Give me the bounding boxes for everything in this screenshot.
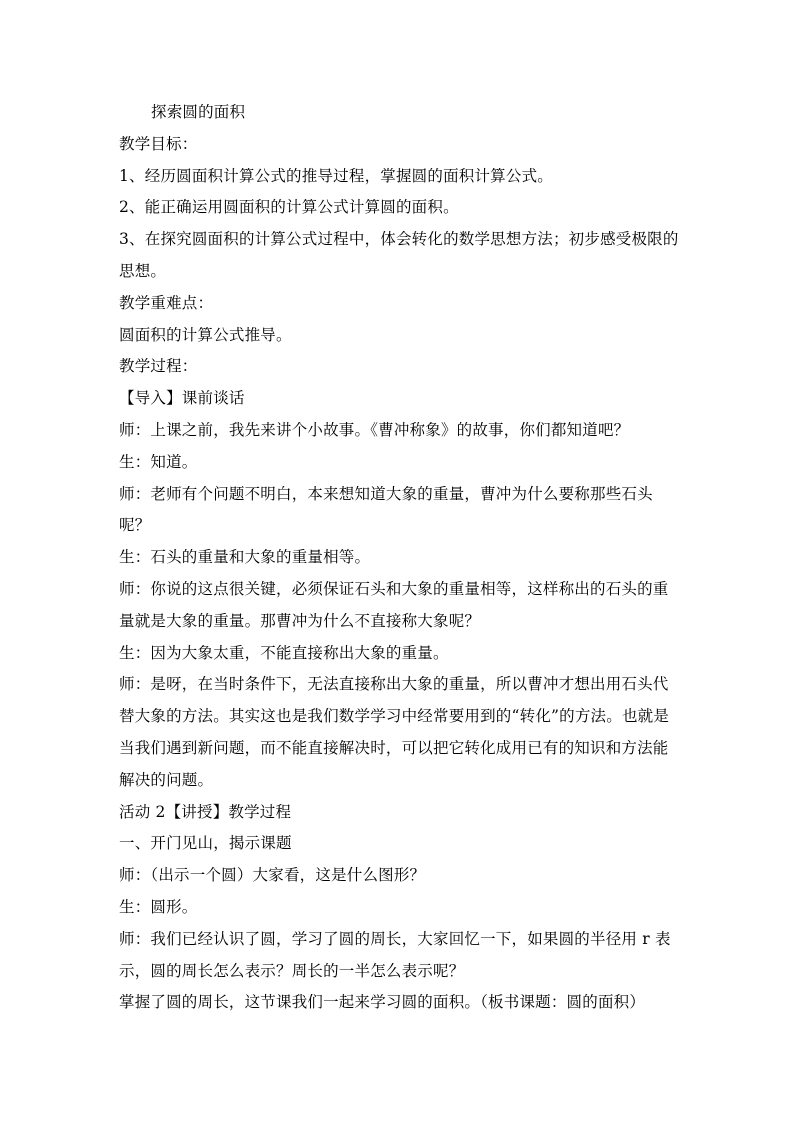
dialogue-line: 师：你说的这点很关键，必须保证石头和大象的重量相等，这样称出的石头的重量就是大象的重量。那曹冲为什么不直接称大象呢？ xyxy=(119,579,669,630)
dialogue-line: 生：石头的重量和大象的重量相等。 xyxy=(119,548,371,567)
objective-1: 1、经历圆面积计算公式的推导过程，掌握圆的面积计算公式。 xyxy=(119,166,553,185)
key-point-text: 圆面积的计算公式推导。 xyxy=(119,325,292,344)
dialogue-line: 师：（出示一个圆）大家看，这是什么图形？ xyxy=(119,866,426,885)
dialogue-line: 生：圆形。 xyxy=(119,897,198,916)
document-body xyxy=(119,97,679,1019)
subsection-heading: 一、开门见山，揭示课题 xyxy=(119,834,292,853)
objective-3: 3、在探究圆面积的计算公式过程中，体会转化的数学思想方法；初步感受极限的思想。 xyxy=(119,230,679,280)
heading-process: 教学过程： xyxy=(119,357,198,376)
document-title: 探索圆的面积 xyxy=(151,103,246,121)
dialogue-line: 师：我们已经认识了圆，学习了圆的周长，大家回忆一下，如果圆的半径用 r 表示，圆的周长怎么表示？周长的一半怎么表示呢？ xyxy=(119,929,671,980)
section-activity-2: 活动 2【讲授】教学过程 xyxy=(119,802,292,821)
closing-line: 掌握了圆的周长，这节课我们一起来学习圆的面积。（板书课题：圆的面积） xyxy=(119,993,646,1012)
dialogue-line: 生：知道。 xyxy=(119,452,198,471)
section-intro: 【导入】课前谈话 xyxy=(119,389,245,408)
heading-objectives: 教学目标： xyxy=(119,134,198,153)
dialogue-line: 师：上课之前，我先来讲个小故事。《曹冲称象》的故事，你们都知道吧？ xyxy=(119,420,630,439)
objective-2: 2、能正确运用圆面积的计算公式计算圆的面积。 xyxy=(119,198,459,217)
heading-key-points: 教学重难点： xyxy=(119,293,214,312)
dialogue-line: 生：因为大象太重，不能直接称出大象的重量。 xyxy=(119,643,449,662)
dialogue-line: 师：老师有个问题不明白，本来想知道大象的重量，曹冲为什么要称那些石头呢？ xyxy=(119,484,653,535)
dialogue-line: 师：是呀，在当时条件下，无法直接称出大象的重量，所以曹冲才想出用石头代替大象的方法。其实这也是我们数学学习中经常要用到的“转化”的方法。也就是当我们遇到新问题，而不能直接解决时，可以把它转化成用已有的知识和方法能解决的问题。 xyxy=(119,675,670,789)
